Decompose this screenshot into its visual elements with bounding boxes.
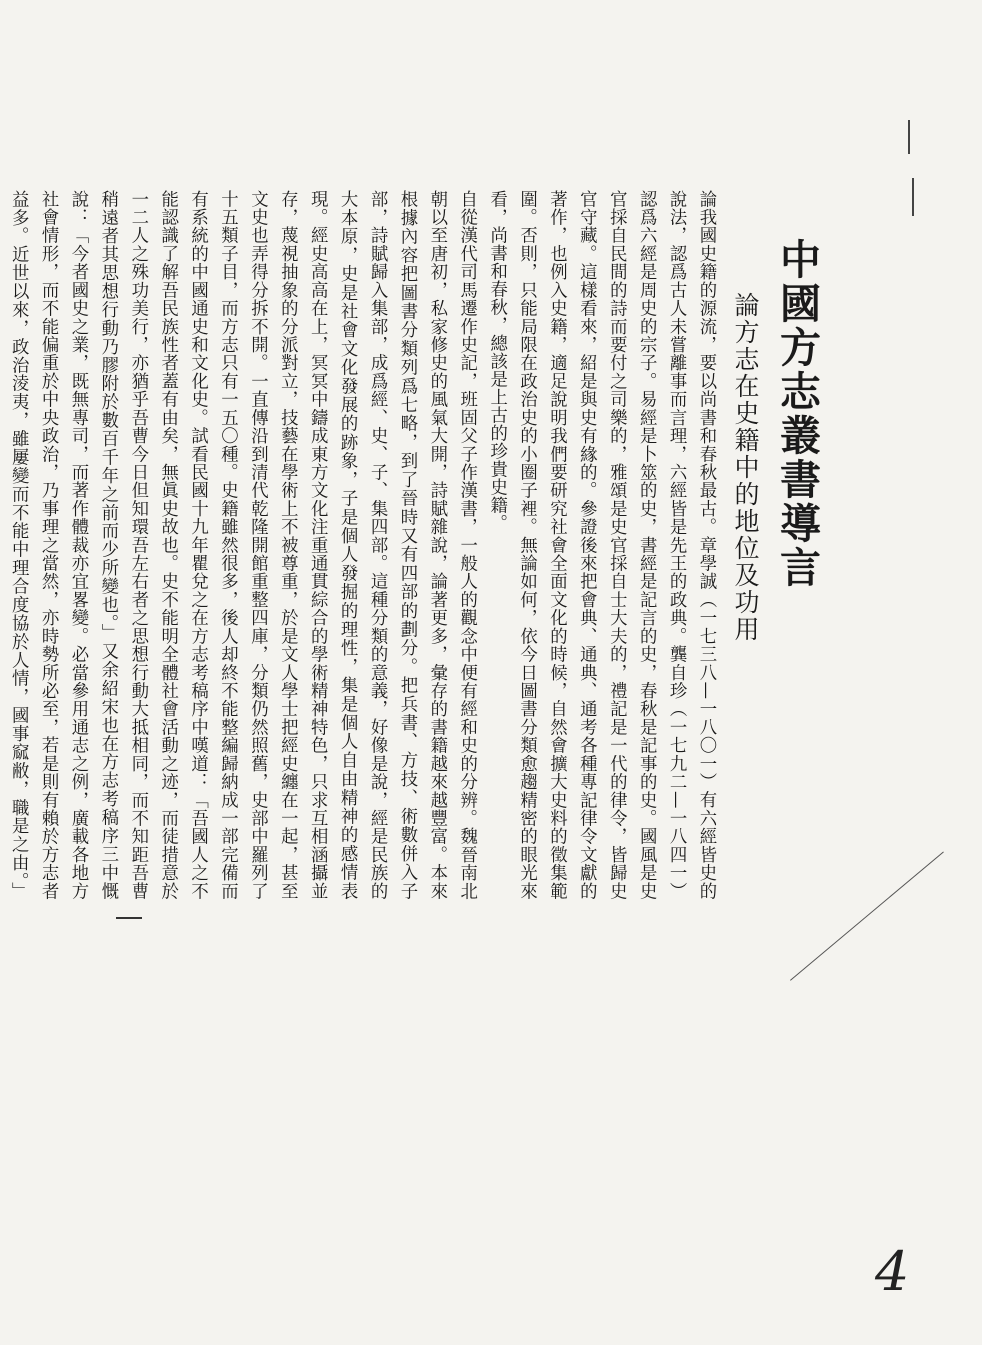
paragraph-1: 論我國史籍的源流，要以尚書和春秋最古。章學誠（一七三八—一八〇一）有六經皆史的說法，認爲古人未嘗離事而言理，六經皆是先王的政典。龔自珍（一七九二—一八四一）認爲六經是周史的宗子。易經是卜筮的史，書經是記言的史，春秋是記事的史。國風是史官採自民間的詩而要付之司樂的，雅頌是史官採自士大夫的，禮記是一代的律令，皆歸史官守藏。這樣看來，紹是與史有緣的。參證後來把會典、通典、通考各種專記律令文獻的著作，也例入史籍，適足說明我們要研究社會全面文化的時候，自然會擴大史料的徵集範圍。否則，只能局限在政治史的小圈子裡。無論如何，依今日圖書分類愈趨精密的眼光來看，尚書和春秋，總該是上古的珍貴史籍。 [486, 190, 716, 900]
article-body [8, 190, 720, 900]
margin-dash-mark [116, 917, 142, 919]
pencil-stroke-mark [790, 851, 982, 1026]
paragraph-2: 自從漢代司馬遷作史記，班固父子作漢書，一般人的觀念中便有經和史的分辨。魏晉南北朝以至唐初，私家修史的風氣大開，詩賦雜說，論著更多，彙存的書籍越來越豐富。本來根據內容把圖書分類列爲七略，到了晉時又有四部的劃分。把兵書、方技、術數併入子部，詩賦歸入集部，成爲經、史、子、集四部。這種分類的意義，好像是說，經是民族的大本原，史是社會文化發展的跡象，子是個人發掘的理性，集是個人自由精神的感情表現。經史高高在上，冥冥中鑄成東方文化注重通貫綜合的學術精神特色，只求互相涵攝並存，蔑視抽象的分派對立，技藝在學術上不被尊重，於是文人學士把經史纏在一起，甚至文史也弄得分拆不開。一直傳沿到清代乾隆開館重整四庫，分類仍然照舊，史部中羅列了十五類子目，而方志只有一五〇種。史籍雖然很多，後人却終不能整編歸納成一部完備而有系統的中國通史和文化史。試看民國十九年瞿兌之在方志考稿序中嘆道：「吾國人之不能認識了解吾民族性者蓋有由矣，無眞史故也。史不能明全體社會活動之迹，而徒措意於一二人之殊功美行，亦猶乎吾曹今日但知環吾左右者之思想行動大抵相同，而不知距吾曹稍遠者其思想行動乃膠附於數百千年之前而少所變也。」又余紹宋也在方志考稿序三中慨說：「今者國史之業，既無專司，而著作體裁亦宜畧變。必當參用通志之例，廣載各地方社會情形，而不能偏重於中央政治，乃事理之當然，亦時勢所必至，若是則有賴於方志者益多。近世以來，政治淩夷，雖屢變而不能中理合度協於人情，國事窳敝，職是之由。」 [8, 190, 477, 900]
scan-edge-mark [912, 178, 914, 216]
page-title: 中國方志叢書導言 [773, 238, 821, 590]
article-subtitle: 論方志在史籍中的地位及功用 [731, 292, 760, 643]
page-number: 4 [875, 1240, 910, 1303]
scan-edge-mark [908, 120, 910, 154]
